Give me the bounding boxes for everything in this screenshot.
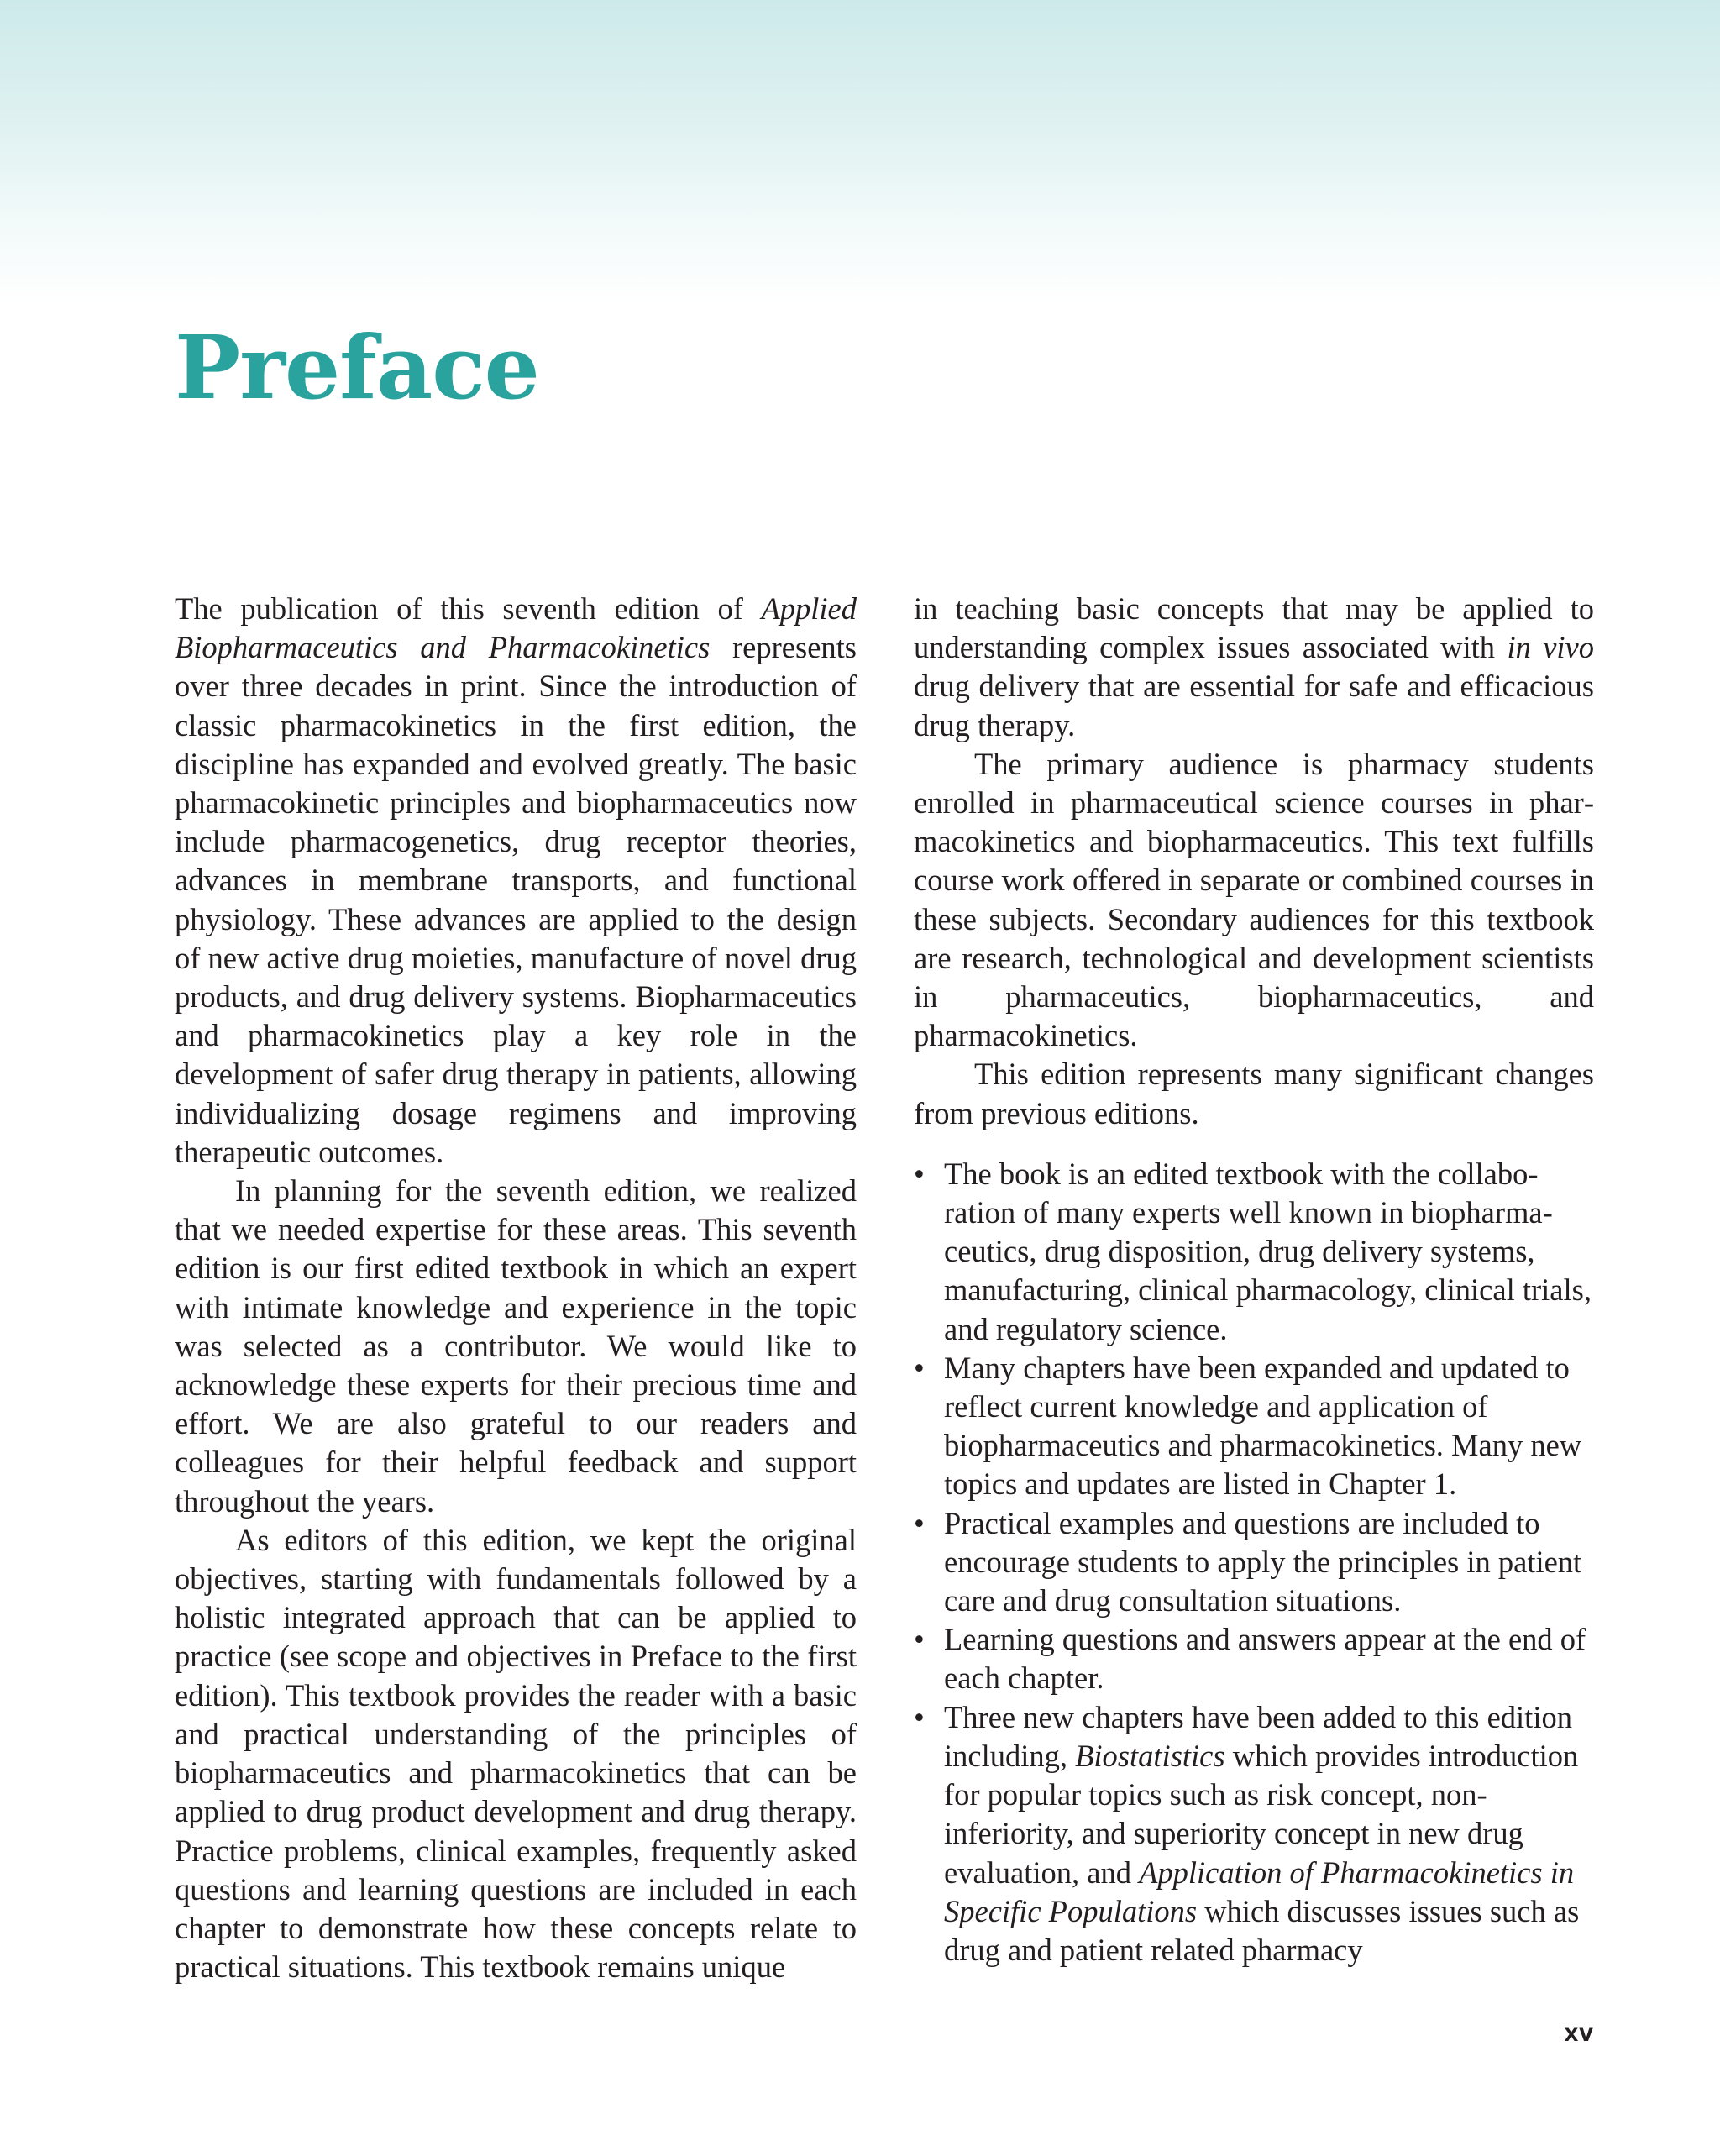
paragraph-audience: The primary audience is pharmacy students enrolled in pharmaceutical science courses in pharmacokinetics and biopharmaceutics. This text fulfills course work offered in separate or combined courses in these subjects. Secondary audiences for this textbook are research, technological and development scientists in pharmaceutics, biopharmaceutics, and pharmacokinetics. [914, 746, 1594, 1053]
text-run: The publication of this seventh edition of [175, 591, 762, 626]
bullet-icon: • [914, 1622, 925, 1657]
page-title: Preface [175, 316, 539, 419]
paragraph-intro [175, 590, 857, 1172]
bullet-text: The book is an edited textbook with the collaboration of many experts well known in biopharmaceutics, drug disposition, drug delivery systems, manufacturing, clinical pharmacology, clinical trials, and regulatory science. [944, 1156, 1592, 1346]
paragraph-continuation [914, 590, 1594, 745]
bullet-text [944, 1700, 1579, 1967]
page-number: xv [1564, 2019, 1594, 2047]
bullet-icon: • [914, 1156, 925, 1191]
header-gradient-band [0, 0, 1720, 302]
in-vivo-italic: in vivo [1507, 630, 1594, 665]
bullet-text: Learning questions and answers appear at the end of each chapter. [944, 1622, 1586, 1696]
bullet-text: Practical examples and questions are included to encourage students to apply the principles in patient care and drug consultation situations. [944, 1505, 1582, 1618]
list-item [914, 1620, 1594, 1697]
text-run: represents over three decades in print. Since the introduction of classic pharmacokinetics in the first edition, the discipline has expanded and evolved greatly. The basic pharmacokinetic principles and biopharmaceutics now include pharmacogenetics, drug receptor theories, advances in membrane transports, and functional physiology. These advances are applied to the design of new active drug moieties, manufacture of novel drug products, and drug delivery systems. Biopharmaceutics and pharmacokinetics play a key role in the development of safer drug therapy in patients, allowing individualizing dosage regimens and improving therapeutic outcomes. [175, 630, 857, 1169]
book-title-italic: Applied Biopharmaceutics and Pharmacokinetics [175, 591, 857, 665]
paragraph-planning: In planning for the seventh edition, we realized that we needed expertise for these areas. This seventh edition is our first edited textbook in which an expert with intimate knowledge and experience in the topic was selected as a contributor. We would like to acknowledge these experts for their precious time and effort. We are also grateful to our readers and colleagues for their helpful feedback and support throughout the years. [175, 1173, 857, 1519]
bullet-icon: • [914, 1350, 925, 1385]
right-column [914, 590, 1594, 1970]
bullet-icon: • [914, 1505, 925, 1540]
text-run: which discusses issues such as drug and patient related pharmacy [944, 1893, 1580, 1967]
changes-bullet-list [914, 1155, 1594, 1970]
paragraph-objectives: As editors of this edition, we kept the original objectives, starting with fundamentals followed by a holistic integrated approach that can be applied to practice (see scope and objectives in Preface to the first edition). This textbook provides the reader with a basic and practical understanding of the principles of biopharmaceutics and pharmacokinetics that can be applied to drug product development and drug therapy. Practice problems, clinical examples, frequently asked questions and learning questions are included in each chapter to demonstrate how these concepts relate to practical situations. This textbook remains unique [175, 1522, 857, 1985]
left-column [175, 590, 857, 1986]
bullet-text: Many chapters have been expanded and updated to reflect current knowledge and application of biopharmaceutics and pharmacokinetics. Many new topics and updates are listed in Chapter 1. [944, 1350, 1582, 1502]
text-run: in teaching basic concepts that may be applied to understanding complex issues associated with [914, 591, 1594, 665]
chapter-title-italic: Biostatistics [1075, 1738, 1225, 1773]
list-item [914, 1698, 1594, 1970]
text-run: Three new chapters have been added to this edition including, [944, 1699, 1572, 1773]
text-run: which provides introduction for popular topics such as risk concept, non-inferiority, and superiority concept in new drug evaluation, and [944, 1738, 1579, 1890]
list-item [914, 1504, 1594, 1621]
text-run: drug delivery that are essential for safe and efficacious drug therapy. [914, 669, 1594, 742]
list-item [914, 1155, 1594, 1349]
bullet-icon: • [914, 1699, 925, 1734]
chapter-title-italic: Application of Pharmacokinetics in Specific Populations [944, 1854, 1575, 1928]
paragraph-changes: This edition represents many significant changes from previous editions. [914, 1057, 1594, 1130]
list-item [914, 1349, 1594, 1504]
